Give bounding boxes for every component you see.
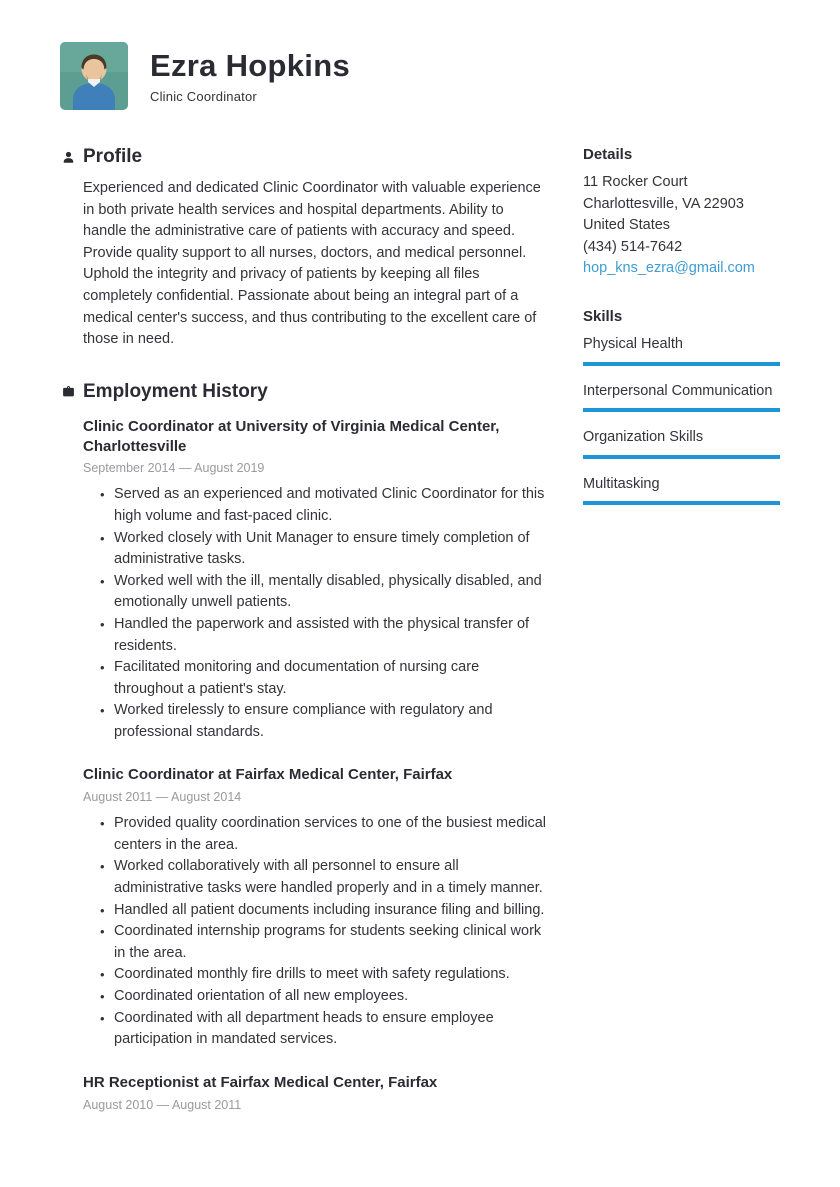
employment-section (62, 381, 547, 1112)
employment-heading (62, 381, 547, 403)
job-bullets (83, 484, 547, 743)
job-bullet: • Coordinated monthly fire drills to meet with safety regulations. (83, 964, 547, 986)
job-bullet: • Worked collaboratively with all personnel to ensure all administrative tasks were handled properly and in a timely manner. (83, 856, 547, 899)
job-bullet: • Handled the paperwork and assisted with the physical transfer of residents. (83, 614, 547, 657)
job-dates: September 2014 — August 2019 (83, 461, 265, 476)
skill-level-bar (583, 362, 780, 366)
skill-item (583, 334, 780, 366)
profile-heading (62, 146, 547, 168)
skill-level-fill (583, 362, 780, 366)
job-bullet: • Coordinated internship programs for students seeking clinical work in the area. (83, 921, 547, 964)
job-title: HR Receptionist at Fairfax Medical Center, Fairfax (83, 1073, 438, 1091)
address-line-1: 11 Rocker Court (583, 174, 688, 190)
candidate-name: Ezra Hopkins (150, 48, 350, 84)
profile-section (62, 146, 547, 351)
job-title: Clinic Coordinator at Fairfax Medical Center, Fairfax (83, 766, 453, 784)
main-column (62, 146, 547, 1142)
address-line-2: Charlottesville, VA 22903 (583, 195, 744, 212)
briefcase-icon (62, 385, 75, 398)
skill-name: Multitasking (583, 475, 660, 492)
job-bullet: • Coordinated orientation of all new employees. (83, 986, 547, 1008)
job-bullet: • Served as an experienced and motivated Clinic Coordinator for this high volume and fast-paced clinic. (83, 484, 547, 527)
email-link[interactable]: hop_kns_ezra@gmail.com (583, 260, 755, 277)
jobs-list (83, 417, 547, 1112)
skills-section (583, 308, 780, 505)
job-bullets (83, 813, 547, 1051)
job-bullet: • Worked tirelessly to ensure compliance with regulatory and professional standards. (83, 700, 547, 743)
content (0, 110, 840, 1142)
skill-level-bar (583, 501, 780, 505)
candidate-title: Clinic Coordinator (150, 88, 257, 104)
job-dates: August 2010 — August 2011 (83, 1097, 242, 1112)
job-entry (83, 765, 547, 1050)
job-entry (83, 1073, 547, 1112)
employment-heading-label: Employment History (83, 380, 268, 402)
job-title: Clinic Coordinator at University of Virginia Medical Center, Charlottesville (83, 417, 500, 455)
header-text (150, 48, 350, 104)
job-entry (83, 417, 547, 744)
phone-number: (434) 514-7642 (583, 238, 683, 255)
job-dates: August 2011 — August 2014 (83, 790, 242, 805)
skills-heading: Skills (583, 307, 623, 325)
address-country: United States (583, 217, 671, 234)
job-bullet: • Worked well with the ill, mentally disabled, physically disabled, and emotionally unwell patients. (83, 571, 547, 614)
details-section (583, 146, 780, 280)
job-bullet: • Facilitated monitoring and documentation of nursing care throughout a patient's stay. (83, 657, 547, 700)
job-bullet: • Worked closely with Unit Manager to ensure timely completion of administrative tasks. (83, 528, 547, 571)
job-bullet: • Provided quality coordination services to one of the busiest medical centers in the area. (83, 813, 547, 856)
profile-photo (60, 42, 128, 110)
skills-list (583, 334, 780, 505)
skill-name: Organization Skills (583, 429, 704, 446)
skill-item (583, 474, 780, 506)
job-bullet: • Coordinated with all department heads to ensure employee participation in mandated services. (83, 1008, 547, 1051)
skill-item (583, 381, 780, 413)
skill-name: Physical Health (583, 335, 683, 352)
job-bullet: • Handled all patient documents including insurance filing and billing. (83, 900, 547, 922)
header (0, 0, 840, 110)
skill-level-bar (583, 408, 780, 412)
skill-name: Interpersonal Communication (583, 382, 773, 399)
skill-item (583, 427, 780, 459)
profile-text: Experienced and dedicated Clinic Coordinator with valuable experience in both private health services and hospital departments. Ability to handle the administrative care of patients with accuracy and speed. Provide quality support to all nurses, doctors, and medical personnel. Uphold the integrity and privacy of patients by keeping all files completely confidential. Passionate about being an integral part of a medical center's success, and thus contributing to the excellent care of those in need. (83, 180, 541, 348)
skill-level-fill (583, 455, 780, 459)
person-icon (62, 151, 75, 164)
sidebar (583, 146, 780, 1142)
skill-level-fill (583, 501, 780, 505)
profile-heading-label: Profile (83, 146, 143, 167)
skill-level-bar (583, 455, 780, 459)
skill-level-fill (583, 408, 780, 412)
details-heading: Details (583, 146, 633, 163)
